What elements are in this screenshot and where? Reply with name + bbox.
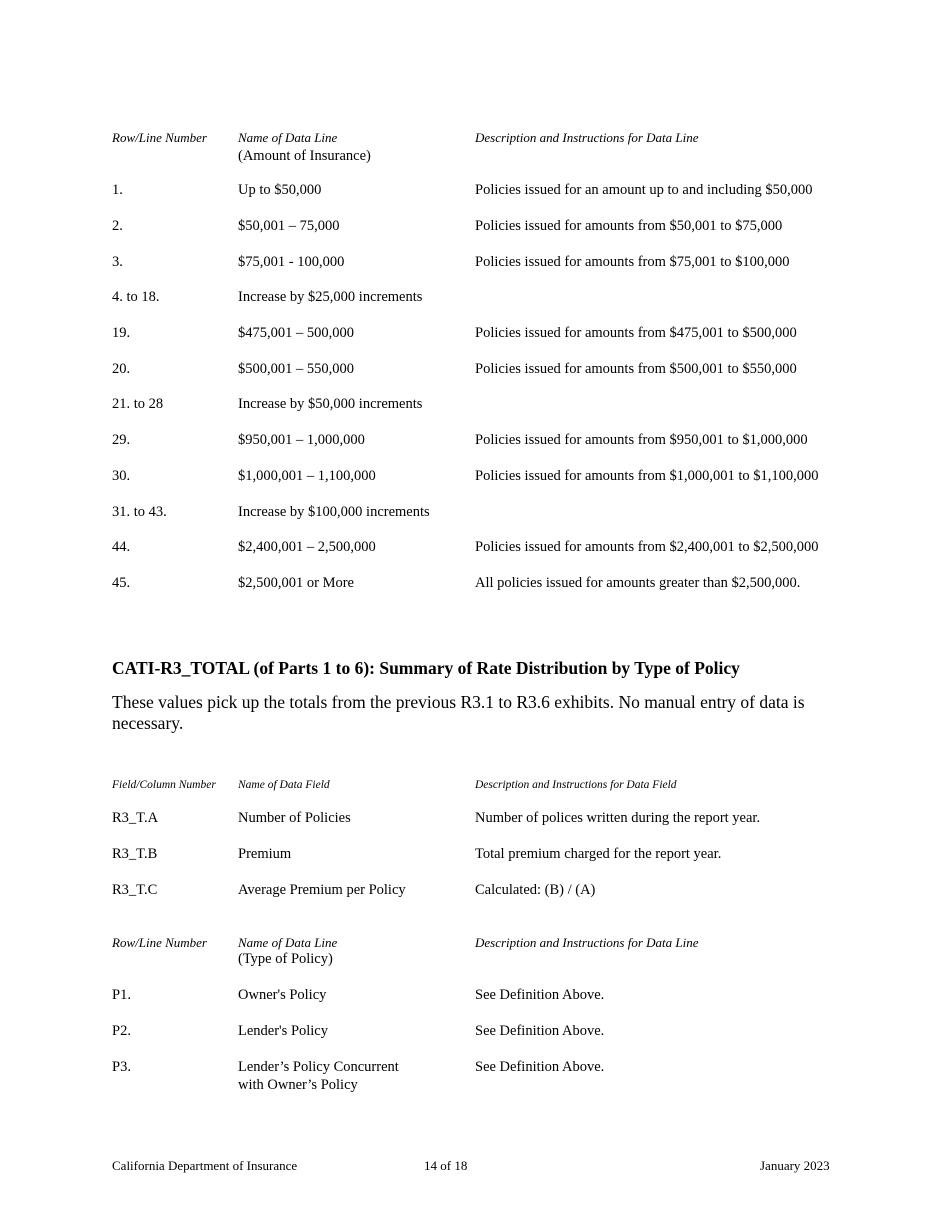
row-name: Lender's Policy: [238, 1023, 328, 1039]
footer-page-number: 14 of 18: [424, 1158, 468, 1173]
field-number: R3_T.C: [112, 882, 158, 898]
table1-header-description: Description and Instructions for Data Line: [475, 130, 699, 145]
row-name: $75,001 - 100,000: [238, 254, 345, 270]
row-number: 3.: [112, 254, 123, 270]
row-name: $475,001 – 500,000: [238, 325, 354, 341]
table2-header-description: Description and Instructions for Data Field: [475, 779, 677, 791]
row-name: Increase by $100,000 increments: [238, 504, 430, 520]
row-description: Policies issued for amounts from $75,001 to $100,000: [475, 254, 790, 270]
row-description: All policies issued for amounts greater than $2,500,000.: [475, 575, 801, 591]
row-number: 30.: [112, 468, 131, 484]
table3-header-description: Description and Instructions for Data Line: [475, 935, 699, 950]
row-number: P2.: [112, 1023, 131, 1039]
field-name: Premium: [238, 846, 292, 862]
row-description: Policies issued for amounts from $950,001 to $1,000,000: [475, 432, 808, 448]
row-description: Policies issued for an amount up to and including $50,000: [475, 182, 813, 198]
row-number: 19.: [112, 325, 131, 341]
table3-header-row-line-number: Row/Line Number: [112, 935, 207, 950]
footer-organization: California Department of Insurance: [112, 1158, 298, 1173]
field-name: Number of Policies: [238, 810, 351, 826]
field-name: Average Premium per Policy: [238, 882, 406, 898]
row-name: Increase by $50,000 increments: [238, 396, 423, 412]
row-name: $1,000,001 – 1,100,000: [238, 468, 376, 484]
row-number: 45.: [112, 575, 131, 591]
row-name: Lender’s Policy Concurrent: [238, 1059, 399, 1075]
row-number: 1.: [112, 182, 123, 198]
row-number: 2.: [112, 218, 123, 234]
table2-header-field-column-number: Field/Column Number: [112, 779, 216, 791]
row-name-continued: with Owner’s Policy: [238, 1077, 358, 1093]
field-number: R3_T.B: [112, 846, 158, 862]
row-number: 21. to 28: [112, 396, 164, 412]
row-number: 44.: [112, 539, 131, 555]
table1-header-row-line-number: Row/Line Number: [112, 130, 207, 145]
section-intro-text: These values pick up the totals from the previous R3.1 to R3.6 exhibits. No manual entry of data is necessary.: [112, 692, 805, 733]
row-name: Owner's Policy: [238, 987, 327, 1003]
field-description: Total premium charged for the report year.: [475, 846, 722, 862]
row-description: See Definition Above.: [475, 987, 605, 1003]
row-name: $2,400,001 – 2,500,000: [238, 539, 376, 555]
row-description: Policies issued for amounts from $1,000,001 to $1,100,000: [475, 468, 819, 484]
row-number: 20.: [112, 361, 131, 377]
row-description: See Definition Above.: [475, 1059, 605, 1075]
row-description: Policies issued for amounts from $50,001 to $75,000: [475, 218, 783, 234]
row-name: $500,001 – 550,000: [238, 361, 354, 377]
table2-header-name-of-data-field: Name of Data Field: [238, 779, 330, 791]
row-name: Increase by $25,000 increments: [238, 289, 423, 305]
table3-header-name-of-data-line: Name of Data Line: [238, 935, 338, 950]
field-description: Calculated: (B) / (A): [475, 882, 596, 898]
field-description: Number of polices written during the report year.: [475, 810, 761, 826]
section-title: CATI-R3_TOTAL (of Parts 1 to 6): Summary of Rate Distribution by Type of Policy: [112, 658, 740, 678]
row-description: Policies issued for amounts from $2,400,001 to $2,500,000: [475, 539, 819, 555]
row-number: 31. to 43.: [112, 504, 167, 520]
row-description: Policies issued for amounts from $475,001 to $500,000: [475, 325, 797, 341]
table1-header-name-of-data-line: Name of Data Line: [238, 130, 338, 145]
row-description: Policies issued for amounts from $500,001 to $550,000: [475, 361, 797, 377]
row-name: $2,500,001 or More: [238, 575, 354, 591]
row-number: P1.: [112, 987, 131, 1003]
row-number: 29.: [112, 432, 131, 448]
row-description: See Definition Above.: [475, 1023, 605, 1039]
row-name: $950,001 – 1,000,000: [238, 432, 365, 448]
field-number: R3_T.A: [112, 810, 159, 826]
row-name: $50,001 – 75,000: [238, 218, 340, 234]
row-name: Up to $50,000: [238, 182, 322, 198]
footer-date: January 2023: [760, 1158, 830, 1173]
table1-header-subtitle: (Amount of Insurance): [238, 148, 371, 164]
row-number: 4. to 18.: [112, 289, 160, 305]
row-number: P3.: [112, 1059, 131, 1075]
table3-header-subtitle: (Type of Policy): [238, 951, 333, 967]
